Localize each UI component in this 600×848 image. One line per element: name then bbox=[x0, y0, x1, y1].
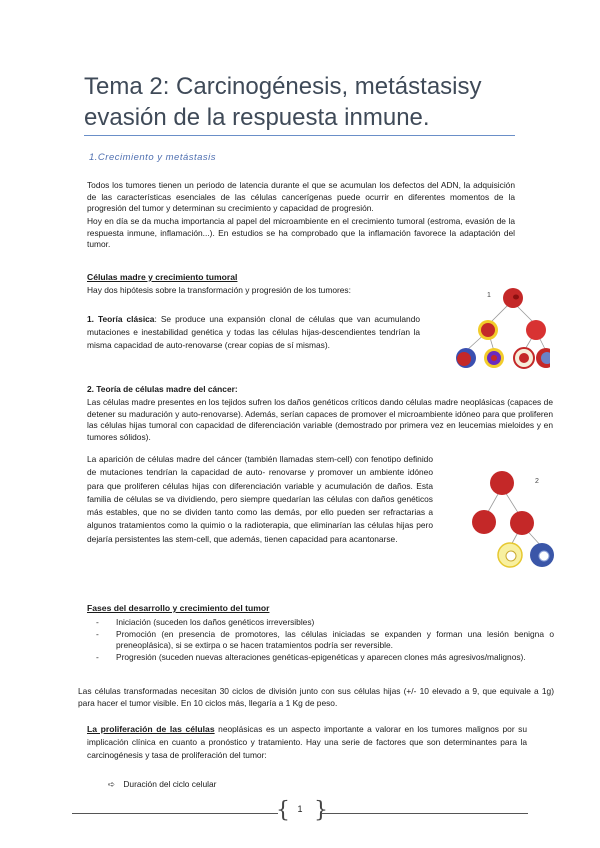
theory-classic-label: 1. Teoría clásica bbox=[87, 314, 155, 324]
phases-list bbox=[96, 617, 554, 663]
stem-cell bbox=[490, 471, 514, 495]
arrow-bullet-icon: ➪ bbox=[108, 779, 116, 789]
diagram-1-label: 1 bbox=[487, 292, 491, 299]
hypotheses-lead: Hay dos hipótesis sobre la transformación y progresión de los tumores: bbox=[87, 285, 351, 295]
footer-rule-left bbox=[72, 813, 278, 814]
page-number: 1 bbox=[297, 804, 303, 814]
stem-cells-heading: Células madre y crecimiento tumoral bbox=[87, 272, 238, 282]
cycle-duration-item bbox=[108, 779, 216, 791]
footer-rule-right bbox=[322, 813, 528, 814]
title-divider bbox=[84, 135, 515, 136]
parent-cell bbox=[503, 288, 523, 308]
proliferation-paragraph bbox=[87, 723, 527, 763]
stem-cell-paragraph: La aparición de células madre del cáncer (también llamadas stem-cell) con fenotipo definido de mutaciones tendrían la capacidad de auto- renovarse y promover un ambiente idóneo para que proliferen células hijas con diferenciación variable y acumulación de daños. Esta familia de células se va dividiendo, pero siempre quedarían las células con daños genéticos más estables, que no se dividen tanto como las demás, por ello pueden ser refractarias a algunos tratamientos como la quimio o la radioterapia, que eliminarían las células hijas pero dejaría persistentes las stem-cell, que además, tienen capacidad para acantonarse. bbox=[87, 454, 433, 544]
section-subtitle: 1.Crecimiento y metástasis bbox=[89, 152, 217, 163]
list-item: - Iniciación (suceden los daños genéticos irreversibles) bbox=[96, 617, 554, 629]
intro-paragraph-2: Hoy en día se da mucha importancia al papel del microambiente en el crecimiento tumoral (estroma, evasión de la respuesta inmune, inflamación...). En estudios se ha comprobado que la inflamación favorece la adaptación del tumor. bbox=[87, 216, 515, 250]
theory-classic bbox=[87, 313, 420, 353]
theory-stem-label: 2. Teoría de células madre del cáncer bbox=[87, 384, 235, 394]
footer-brace-left: { bbox=[276, 798, 290, 823]
list-item: - Promoción (en presencia de promotores, las células iniciadas se expanden y forman una lesión benigna o preneoplásica), si se extirpa o se hacen tratamientos podría ser reversible. bbox=[96, 629, 554, 652]
theory-stem-colon: : bbox=[234, 384, 238, 394]
theory-stem-paragraph: Las células madre presentes en los tejidos sufren los daños genéticos críticos dando células madre neoplásicas (capaces de detener su maduración y auto-renovarse). Además, serían capaces de promover el microambiente idóneo para que proliferen las células hijas tumoral con capacidad de diferenciación variable (demostrado por primera vez en leucemias mieloides y en tumores sólidos). bbox=[87, 397, 553, 442]
theory-stem bbox=[87, 384, 238, 396]
proliferation-text: neoplásicas es un aspecto importante a valorar en los tumores malignos por su implicación clínica en cuanto a pronóstico y tratamiento. Hay una serie de factores que son determinantes para la carcinogénesis y tasa de proliferación del tumor: bbox=[87, 724, 527, 761]
clonal-expansion-diagram bbox=[440, 283, 550, 379]
proliferation-heading: La proliferación de las células bbox=[87, 724, 215, 734]
theory-classic-text: : Se produce una expansión clonal de células que van acumulando mutaciones e inestabilidad genética y todas las células hijas-descendientes tendrían la misma capacidad de auto-renovarse (crear copias de sí mismas). bbox=[87, 314, 421, 351]
list-item: - Progresión (suceden nuevas alteraciones genéticas-epigenéticas y aparecen clones más agresivos/malignos). bbox=[96, 652, 554, 664]
cycle-duration-label: Duración del ciclo celular bbox=[123, 779, 217, 789]
intro-paragraph-1: Todos los tumores tienen un periodo de latencia durante el que se acumulan los defectos del ADN, la adquisición de las características esenciales de las células cancerígenas puede ocurrir en diferentes momentos de la progresión del tumor y determinan su crecimiento y capacidad de progresión. bbox=[87, 180, 515, 214]
page-title: Tema 2: Carcinogénesis, metástasisy evasión de la respuesta inmune. bbox=[84, 73, 482, 131]
phases-heading: Fases del desarrollo y crecimiento del tumor bbox=[87, 603, 270, 613]
stem-cell-diagram bbox=[470, 467, 560, 577]
cycles-note: Las células transformadas necesitan 30 ciclos de división junto con sus células hijas (+/- 10 elevado a 9, que equivale a 1g) para hacer el tumor visible. En 10 ciclos más, llegaría a 1 Kg de peso. bbox=[78, 686, 554, 708]
diagram-2-label: 2 bbox=[535, 478, 539, 485]
footer-brace-right: } bbox=[314, 798, 328, 823]
